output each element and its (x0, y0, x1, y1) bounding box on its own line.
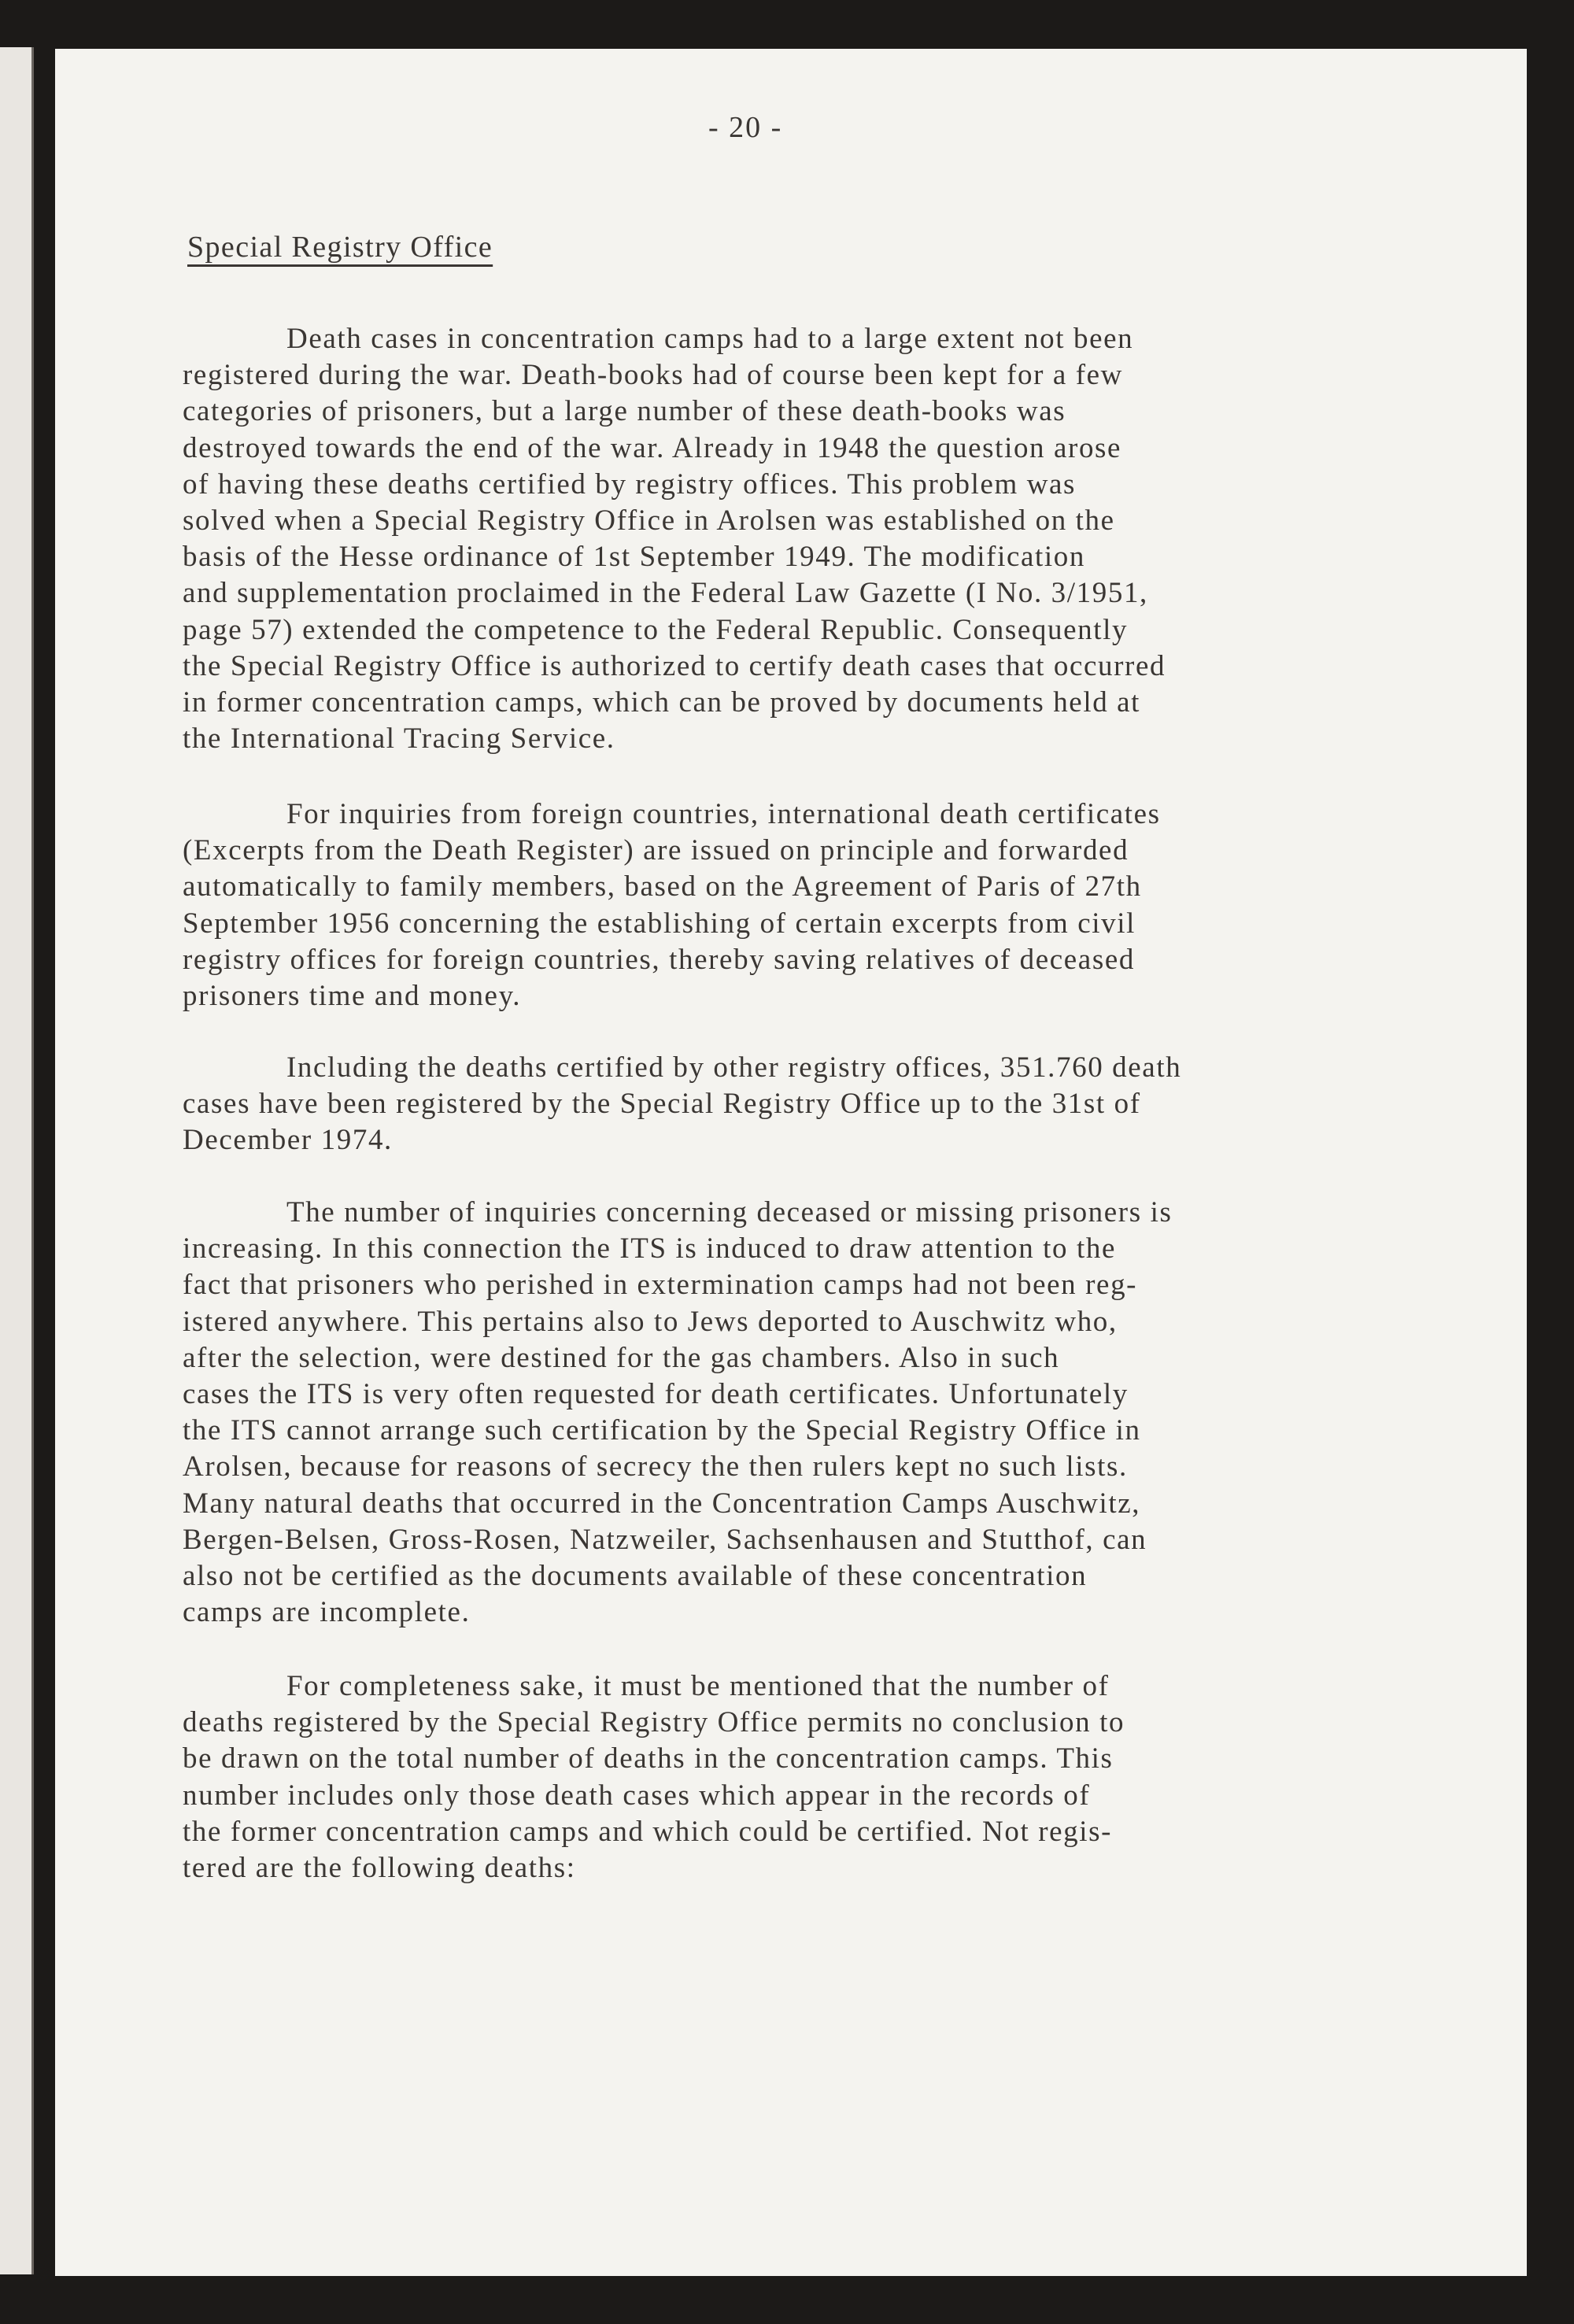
text-line: December 1974. (183, 1124, 393, 1157)
page-number: - 20 - (708, 111, 783, 144)
text-line: after the selection, were destined for the gas chambers. Also in such (183, 1341, 1060, 1374)
text-line: destroyed towards the end of the war. Already in 1948 the question arose (183, 431, 1122, 464)
text-line: Death cases in concentration camps had to a large extent not been (286, 323, 1134, 355)
text-line: solved when a Special Registry Office in Arolsen was established on the (183, 504, 1115, 538)
text-line: the former concentration camps and which could be certified. Not regis- (183, 1815, 1113, 1848)
text-line: prisoners time and money. (183, 980, 522, 1013)
text-line: cases have been registered by the Special Registry Office up to the 31st of (183, 1088, 1141, 1121)
text-line: deaths registered by the Special Registry Office permits no conclusion to (183, 1706, 1125, 1739)
text-line: Including the deaths certified by other registry offices, 351.760 death (286, 1051, 1182, 1084)
text-line: the International Tracing Service. (183, 722, 615, 756)
text-line: also not be certified as the documents available of these concentration (183, 1560, 1088, 1593)
text-line: istered anywhere. This pertains also to Jews deported to Auschwitz who, (183, 1305, 1118, 1338)
text-line: cases the ITS is very often requested for death certificates. Unfortunately (183, 1378, 1129, 1411)
paragraph (183, 321, 1166, 757)
paragraph (183, 1668, 1125, 1886)
text-line: the Special Registry Office is authorized to certify death cases that occurred (183, 649, 1166, 682)
text-line: registered during the war. Death-books had of course been kept for a few (183, 359, 1123, 392)
paragraph (183, 1195, 1172, 1631)
facing-page-edge (0, 47, 34, 2274)
section-heading: Special Registry Office (187, 231, 493, 264)
paragraph (183, 796, 1161, 1014)
text-line: registry offices for foreign countries, thereby saving relatives of deceased (183, 943, 1135, 976)
text-line: in former concentration camps, which can be proved by documents held at (183, 686, 1141, 719)
text-line: Many natural deaths that occurred in the Concentration Camps Auschwitz, (183, 1487, 1141, 1520)
text-line: be drawn on the total number of deaths in the concentration camps. This (183, 1742, 1114, 1775)
text-line: increasing. In this connection the ITS is induced to draw attention to the (183, 1232, 1116, 1265)
text-line: of having these deaths certified by registry offices. This problem was (183, 467, 1077, 501)
text-line: the ITS cannot arrange such certification by the Special Registry Office in (183, 1414, 1141, 1447)
text-line: tered are the following deaths: (183, 1852, 576, 1885)
text-line: For inquiries from foreign countries, international death certificates (286, 798, 1161, 830)
text-line: number includes only those death cases which appear in the records of (183, 1779, 1091, 1812)
text-line: (Excerpts from the Death Register) are issued on principle and forwarded (183, 834, 1129, 867)
text-line: automatically to family members, based on the Agreement of Paris of 27th (183, 870, 1142, 903)
text-line: Arolsen, because for reasons of secrecy the then rulers kept no such lists. (183, 1450, 1128, 1483)
paragraph (183, 1050, 1181, 1159)
text-line: The number of inquiries concerning deceased or missing prisoners is (286, 1196, 1173, 1229)
text-line: page 57) extended the competence to the Federal Republic. Consequently (183, 613, 1129, 646)
text-line: and supplementation proclaimed in the Federal Law Gazette (I No. 3/1951, (183, 577, 1148, 610)
text-line: September 1956 concerning the establishing of certain excerpts from civil (183, 907, 1136, 940)
text-line: For completeness sake, it must be mentioned that the number of (286, 1670, 1110, 1702)
text-line: basis of the Hesse ordinance of 1st September 1949. The modification (183, 541, 1085, 574)
text-line: fact that prisoners who perished in extermination camps had not been reg- (183, 1269, 1138, 1302)
text-line: Bergen-Belsen, Gross-Rosen, Natzweiler, Sachsenhausen and Stutthof, can (183, 1523, 1147, 1556)
text-line: camps are incomplete. (183, 1596, 471, 1629)
text-line: categories of prisoners, but a large number of these death-books was (183, 395, 1066, 428)
